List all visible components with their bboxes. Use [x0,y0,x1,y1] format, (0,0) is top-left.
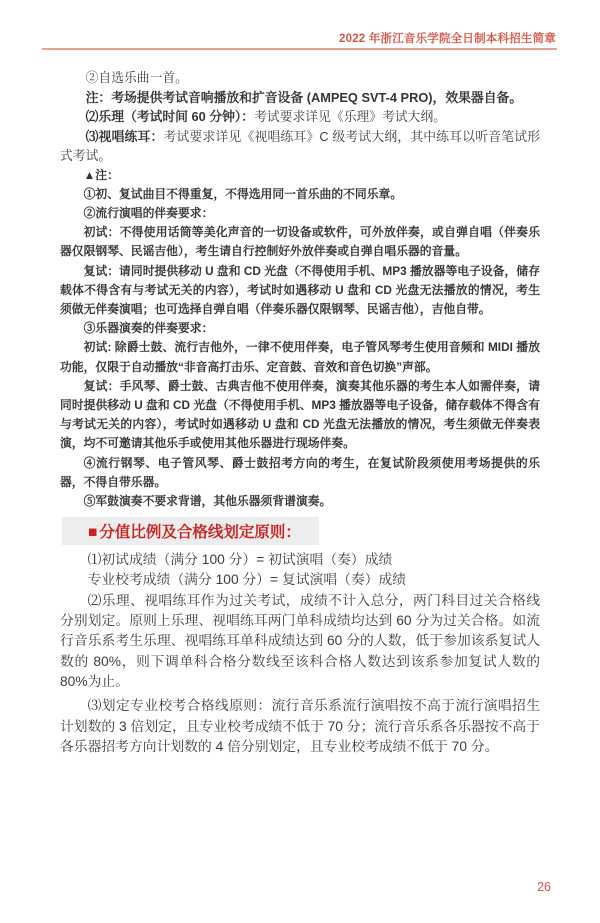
body-paragraph: ⑵乐理、视唱练耳作为过关考试，成绩不计入总分，两门科目过关合格线分别划定。原则上乐理、视唱练耳两门单科成绩均达到 60 分为过关合格。如流行音乐系考生乐理、视唱练耳单科成绩达到 60 分的人数，低于参加该系复试人数的 80%，则下调单科合格分数线至该科合格人数达到该系参加复试人数的 80%为止。 [60,592,540,689]
note-paragraph: ⑤军鼓演奏不要求背谱，其他乐器须背谱演奏。 [83,493,332,508]
note-line: 注：考场提供考试音响播放和扩音设备 (AMPEQ SVT-4 PRO)，效果器自备。 [85,89,523,105]
section-heading-label: 分值比例及合格线划定原则： [99,524,301,542]
note-heading: ▲注： [83,167,119,182]
note-paragraph: 复试：请同时提供移动 U 盘和 CD 光盘（不得使用手机、MP3 播放器等电子设备，储存载体不得含有与考试无关的内容），考试时如遇移动 U 盘和 CD 光盘无法播放的情况，考生须做无伴奏演唱；也可选择自弹自唱（伴奏乐器仅限钢琴、民谣吉他），吉他自带。 [60,263,540,316]
body-paragraph [60,127,540,166]
page-number: 26 [537,880,551,894]
body-paragraph: ⑶划定专业校考合格线原则：流行音乐系流行演唱按不高于流行演唱招生计划数的 3 倍划定，且专业校考成绩不低于 70 分；流行音乐系各乐器按不高于各乐器招考方向计划数的 4 倍分别划定，且专业校考成绩不低于 70 分。 [60,698,540,754]
body-paragraph [60,107,540,127]
body-paragraph: ②自选乐曲一首。 [85,70,188,85]
note-paragraph: ④流行钢琴、电子管风琴、爵士鼓招考方向的考生，在复试阶段须使用考场提供的乐器，不得自带乐器。 [60,455,540,489]
paragraph-text: 考试要求详见《乐理》考试大纲。 [254,109,447,124]
paragraph-lead: ⑵乐理（考试时间 60 分钟）： [85,109,255,124]
note-paragraph: 初试: 除爵士鼓、流行吉他外，一律不使用伴奏，电子管风琴考生使用音频和 MIDI 播放功能，仅限于自动播放“非音高打击乐、定音鼓、音效和音色切换”声部。 [60,340,540,374]
document-content [60,68,540,757]
page-header-title: 2022 年浙江音乐学院全日制本科招生简章 [339,33,556,45]
paragraph-lead: ⑶视唱练耳： [85,128,164,144]
header-rule [42,48,557,50]
section-heading [62,517,319,545]
square-bullet-icon: ■ [88,524,98,542]
body-paragraph: 专业校考成绩（满分 100 分）= 复试演唱（奏）成绩 [87,572,407,588]
note-paragraph: 初试：不得使用话筒等美化声音的一切设备或软件，可外放伴奏，或自弹自唱（伴奏乐器仅限钢琴、民谣吉他），考生请自行控制好外放伴奏或自弹自唱乐器的音量。 [60,225,540,259]
note-paragraph: ②流行演唱的伴奏要求： [83,205,214,220]
note-paragraph: 复试：手风琴、爵士鼓、古典吉他不使用伴奏，演奏其他乐器的考生本人如需伴奏，请同时提供移动 U 盘和 CD 光盘（不得使用手机、MP3 播放器等电子设备，储存载体不得含有与考试无关的内容），考试时如遇移动 U 盘和 CD 光盘无法播放的情况，考生须做无伴奏表演，均不可邀请其他乐手或使用其他乐器进行现场伴奏。 [60,378,540,451]
note-paragraph: ①初、复试曲目不得重复，不得选用同一首乐曲的不同乐章。 [83,186,403,201]
note-paragraph: ③乐器演奏的伴奏要求： [83,321,214,336]
body-paragraph: ⑴初试成绩（满分 100 分）= 初试演唱（奏）成绩 [87,552,393,568]
paragraph-text: 考试要求详见《视唱练耳》C 级考试大纲，其中练耳以听音笔试形式考试。 [60,128,541,163]
